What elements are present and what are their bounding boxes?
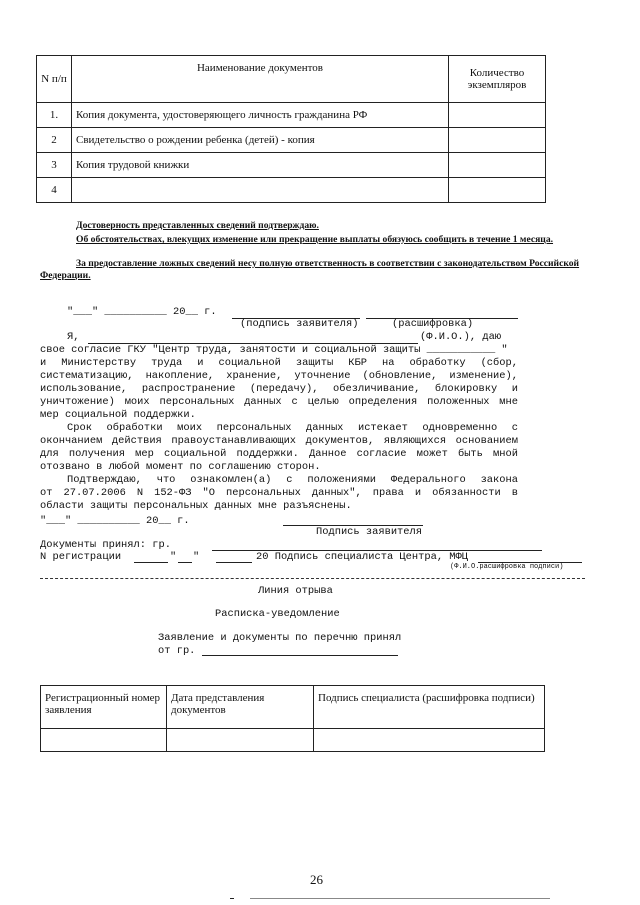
receipt-line-1: Заявление и документы по перечню принял (158, 632, 402, 644)
row-num: 3 (37, 153, 72, 178)
consent-p2-line-1: Срок обработки моих персональных данных истекает одновременно с (67, 422, 518, 434)
caption-applicant-signature: Подпись заявителя (316, 526, 423, 538)
table-row (37, 103, 546, 128)
receipt-cell-reg (41, 729, 167, 752)
consent-p2-line-4: отозвано в любой момент по соглашению сторон. (40, 461, 321, 473)
row-num: 1. (37, 103, 72, 128)
row-name: Свидетельство о рождении ребенка (детей) - копия (72, 128, 449, 153)
documents-table (36, 55, 546, 203)
consent-line-4: систематизацию, накопление, хранение, уточнение (обновление, изменение), (40, 370, 518, 382)
reg-quote-close: " (193, 551, 200, 563)
reg-day-line (178, 562, 192, 563)
receipt-table (40, 685, 545, 752)
specialist-caption: (Ф.И.О.расшифровка подписи) (450, 563, 564, 571)
header-num: N п/п (37, 56, 72, 103)
header-name: Наименование документов (72, 56, 449, 103)
caption-decode: (расшифровка) (392, 318, 474, 330)
row-qty (449, 178, 546, 203)
reg-number-line (134, 562, 168, 563)
row-name: Копия документа, удостоверяющего личность гражданина РФ (72, 103, 449, 128)
consent-line-7: мер социальной поддержки. (40, 409, 196, 421)
row-num: 2 (37, 128, 72, 153)
accepted-from-label: Документы принял: гр. (40, 539, 171, 551)
reg-tail: 20 Подпись специалиста Центра, МФЦ (256, 551, 469, 563)
consent-p2-line-3: для получения мер социальной поддержки. Данное согласие может быть мной (40, 448, 518, 460)
table-row (41, 729, 545, 752)
cut-dashed-line (40, 578, 585, 579)
cut-label: Линия отрыва (258, 585, 333, 597)
receipt-header-date: Дата представления документов (167, 686, 314, 729)
row-name: Копия трудовой книжки (72, 153, 449, 178)
date-line-2: "___" __________ 20__ г. (40, 515, 190, 527)
consent-p2-line-2: окончанием действия правоустанавливающих документов, являющихся основанием (40, 435, 518, 447)
reg-month-line (216, 562, 252, 563)
receipt-title: Расписка-уведомление (215, 608, 340, 620)
row-num: 4 (37, 178, 72, 203)
receipt-header-signature: Подпись специалиста (расшифровка подписи) (314, 686, 545, 729)
receipt-cell-date (167, 729, 314, 752)
consent-ya: Я, (67, 331, 80, 343)
consent-line-2: свое согласие ГКУ "Центр труда, занятости и социальной защиты ___________ " (40, 344, 508, 356)
page-number: 26 (310, 872, 323, 887)
date-line-1: "___" __________ 20__ г. (67, 306, 217, 318)
reg-quote-open: " (170, 551, 177, 563)
statement-notify: Об обстоятельствах, влекущих изменение или прекращение выплаты обязуюсь сообщить в течение 1 месяца. (76, 234, 554, 245)
caption-signature: (подпись заявителя) (240, 318, 359, 330)
statement-liability: За предоставление ложных сведений несу полную ответственность в соответствии с законодательством Российской Федерации. (40, 258, 580, 281)
header-qty: Количество экземпляров (449, 56, 546, 103)
consent-fio: (Ф.И.О.), даю (420, 331, 502, 343)
table-row (37, 153, 546, 178)
reg-label: N регистрации (40, 551, 122, 563)
table-row (37, 178, 546, 203)
consent-line-6: уничтожение) моих персональных данных с целью определения положенных мне (40, 396, 518, 408)
footer-mark-1 (230, 898, 234, 899)
receipt-table-header (41, 686, 545, 729)
receipt-cell-signature (314, 729, 545, 752)
receipt-header-reg: Регистрационный номер заявления (41, 686, 167, 729)
consent-line-5: использование, распространение (передачу), обезличивание, блокировку и (40, 383, 518, 395)
footer-mark-2 (250, 898, 550, 899)
consent-p3-line-3: области защиты персональных данных мне разъяснены. (40, 500, 352, 512)
row-qty (449, 153, 546, 178)
consent-p3-line-1: Подтверждаю, что ознакомлен(а) с положениями Федерального закона (67, 474, 518, 486)
row-name (72, 178, 449, 203)
row-qty (449, 128, 546, 153)
table-row (37, 128, 546, 153)
row-qty (449, 103, 546, 128)
receipt-line-2: от гр. (158, 645, 196, 657)
consent-p3-line-2: от 27.07.2006 N 152-ФЗ "О персональных данных", права и обязанности в (40, 487, 518, 499)
receipt-from-line (202, 655, 398, 656)
statement-confirm: Достоверность представленных сведений подтверждаю. (76, 220, 319, 231)
consent-line-3: и Министерству труда и социальной защиты КБР на обработку (сбор, (40, 357, 518, 369)
documents-table-header (37, 56, 546, 103)
